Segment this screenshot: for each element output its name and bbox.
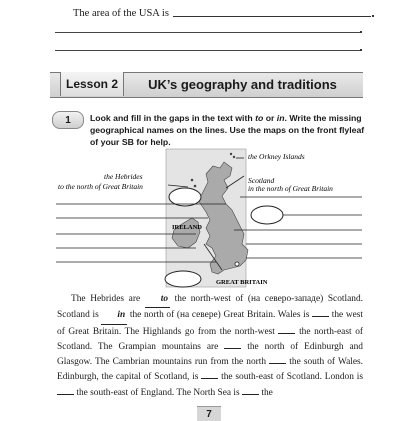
gap-blank[interactable] <box>269 363 286 364</box>
text-segment: the north of Edinburgh and Glasgow. The Cambrian mountains run from the north <box>57 341 363 368</box>
label-hebrides-2: to the north of Great Britain <box>58 182 143 191</box>
gap-blank[interactable] <box>224 348 241 349</box>
gap-blank[interactable] <box>312 316 329 317</box>
text-segment: the north of (на севере) Great Britain. Wales is <box>127 310 313 321</box>
answer-rule[interactable] <box>55 50 360 51</box>
uk-map-svg <box>56 148 364 288</box>
text-segment: The Hebrides are <box>71 294 145 304</box>
instructions-word-in: in <box>276 113 285 123</box>
label-great-britain: GREAT BRITAIN <box>216 279 268 286</box>
text-segment: the north-east of Scotland. The Grampian mountains are <box>57 326 364 352</box>
gap-fill-paragraph <box>57 292 363 401</box>
area-line <box>73 8 371 19</box>
instructions-text: Look and fill in the gaps in the text with <box>90 113 256 123</box>
lesson-header <box>50 72 363 96</box>
gap-blank[interactable] <box>57 394 74 395</box>
text-segment: the south of Wales. Edinburgh, the capital of Scotland, is <box>57 357 363 383</box>
instructions-text: or <box>263 113 277 123</box>
margin-dot <box>372 15 374 17</box>
answer-rule[interactable] <box>55 32 360 33</box>
gap-blank[interactable] <box>242 394 259 395</box>
exercise-instructions <box>90 112 365 148</box>
text-segment: the south-east of Scotland. London is <box>218 372 363 383</box>
map-oval-east[interactable] <box>251 206 283 224</box>
lesson-tab: Lesson 2 <box>60 72 124 96</box>
orkney-island-1 <box>230 153 232 155</box>
label-scotland-1: Scotland <box>248 176 275 185</box>
uk-map-figure <box>56 148 364 288</box>
lesson-title: UK’s geography and traditions <box>148 76 337 92</box>
margin-dot <box>360 31 362 33</box>
map-oval-south[interactable] <box>165 271 201 287</box>
label-scotland-2: in the north of Great Britain <box>248 184 333 193</box>
orkney-island-2 <box>233 156 235 158</box>
label-ireland: IRELAND <box>172 224 202 231</box>
gap-fill-text <box>57 292 363 401</box>
text-segment: the south-east of England. The North Sea is <box>74 387 243 398</box>
text-segment: the <box>259 387 273 398</box>
text-segment: the north-west of (на северо-западе) Scotland. Scotland is <box>57 294 363 321</box>
map-oval-hebrides[interactable] <box>169 188 201 206</box>
hebrides-island-2 <box>194 185 197 188</box>
exercise-number: 1 <box>52 111 84 129</box>
label-orkney: the Orkney Islands <box>248 152 305 161</box>
area-answer-line[interactable] <box>173 16 371 17</box>
instructions-text: . Write the missing geographical names on the lines. Use the maps on the front flyleaf of your SB for help. <box>90 113 365 147</box>
sample-answer-to: to <box>145 292 170 308</box>
london-marker <box>235 262 239 266</box>
margin-dot <box>360 49 362 51</box>
gap-blank[interactable] <box>278 333 295 334</box>
text-segment: the west of Great Britain. The Highlands go from the north-west <box>57 310 364 337</box>
hebrides-island-1 <box>191 179 194 182</box>
gap-blank[interactable] <box>201 378 218 379</box>
label-hebrides-1: the Hebrides <box>104 172 143 181</box>
sample-answer-in: in <box>101 308 127 324</box>
instructions-word-to: to <box>255 113 264 123</box>
page-number: 7 <box>197 406 221 421</box>
area-label: The area of the USA is <box>73 8 169 19</box>
